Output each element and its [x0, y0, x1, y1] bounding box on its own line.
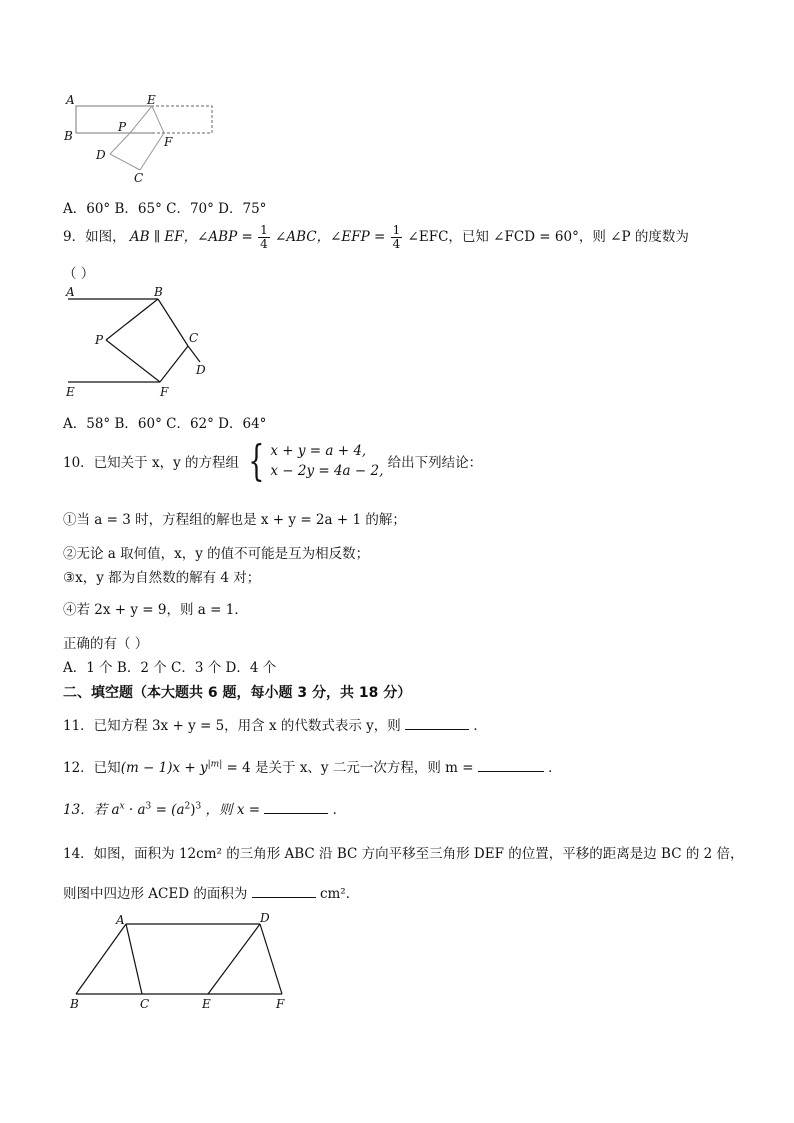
q13-text-c: = (a	[155, 802, 185, 818]
q13-text-b: · a	[128, 802, 146, 818]
q14-label-E: E	[202, 997, 211, 1011]
q8-label-E: E	[147, 93, 156, 107]
q13-end: ．	[332, 802, 347, 818]
q12-sup: |m|	[207, 759, 223, 770]
q14-label-D: D	[260, 911, 270, 925]
q13-text-d: )	[190, 802, 196, 818]
q14-label-B: B	[70, 997, 79, 1011]
q10-eq1: x + y = a + 4,	[270, 443, 367, 459]
q8-label-A: A	[66, 93, 75, 107]
q12-text-c: = 4 是关于 x、y 二元一次方程，则 m =	[226, 760, 474, 776]
q9-options: A．58° B．60° C．62° D．64°	[63, 416, 267, 432]
q11	[63, 714, 487, 734]
q13-sup2: 3	[145, 801, 152, 812]
q9-frac2-num: 1	[392, 223, 401, 237]
q8-figure	[60, 92, 220, 184]
q10-intro: 10．已知关于 x，y 的方程组	[63, 455, 240, 471]
q9-label-A: A	[66, 285, 75, 299]
q12-text-b: (m − 1)x + y	[120, 760, 208, 776]
q12-text-a: 12．已知	[63, 760, 121, 776]
q10-statement-2: ②无论 a 取何值，x，y 的值不可能是互为相反数；	[63, 546, 370, 562]
q14-figure	[64, 908, 300, 1012]
q14-label-A: A	[116, 913, 125, 927]
q13	[63, 798, 346, 818]
q11-text: 11．已知方程 3x + y = 5，用含 x 的代数式表示 y，则	[63, 718, 401, 734]
q13-text-e: ，则 x =	[205, 802, 261, 818]
q11-end: ．	[473, 718, 487, 734]
q11-answer-blank[interactable]	[405, 717, 469, 730]
q8-label-D: D	[96, 148, 106, 162]
q10-brace-icon: {	[248, 436, 265, 485]
q9-label-P: P	[95, 333, 104, 347]
q12-answer-blank[interactable]	[478, 759, 544, 772]
q9-answer-paren: （ ）	[63, 266, 95, 282]
q9-cond1b: ∠ABC，∠EFP =	[275, 229, 386, 245]
q9-fraction-1	[258, 224, 270, 251]
q14-line-2	[63, 882, 359, 902]
q10-statement-4: ④若 2x + y = 9，则 a = 1．	[63, 602, 248, 618]
q10-prompt: 正确的有（ ）	[63, 636, 149, 652]
q12-end: ．	[548, 760, 562, 776]
q12	[63, 756, 562, 776]
q9-label-D: D	[196, 363, 206, 377]
q9-label-E: E	[66, 385, 75, 399]
q14-line-2a: 则图中四边形 ACED 的面积为	[63, 886, 248, 902]
section-2-heading: 二、填空题（本大题共 6 题，每小题 3 分，共 18 分）	[63, 685, 412, 701]
q9-stem	[63, 224, 689, 251]
q9-label-B: B	[154, 285, 163, 299]
q9-frac2-den: 4	[392, 237, 401, 251]
q10-intro-b: 给出下列结论：	[387, 455, 483, 471]
q8-label-B: B	[64, 129, 73, 143]
q13-sup1: x	[119, 801, 125, 812]
q10-statement-1: ①当 a = 3 时，方程组的解也是 x + y = 2a + 1 的解；	[63, 512, 406, 528]
q9-figure	[60, 284, 220, 402]
q10-statement-3: ③x，y 都为自然数的解有 4 对；	[63, 570, 261, 586]
q9-cond2b: ∠EFC，已知 ∠FCD = 60°，则 ∠P 的度数为	[407, 229, 689, 245]
q13-sup3: 2	[184, 801, 191, 812]
q13-sup4: 3	[195, 801, 202, 812]
q13-answer-blank[interactable]	[264, 801, 328, 814]
q8-dashed-rect	[76, 106, 212, 133]
q9-cond1: AB ∥ EF，∠ABP =	[129, 229, 253, 245]
q14-label-F: F	[276, 997, 285, 1011]
q10-eq2: x − 2y = 4a − 2,	[270, 463, 384, 479]
q8-label-F: F	[164, 135, 173, 149]
q9-label-F: F	[160, 385, 169, 399]
q9-label-C: C	[189, 331, 199, 345]
q10-options: A．1 个 B．2 个 C．3 个 D．4 个	[63, 660, 277, 676]
q14-answer-blank[interactable]	[252, 885, 316, 898]
q14-line-2b: cm²．	[319, 886, 360, 902]
q9-frac1-den: 4	[260, 237, 268, 251]
q8-options: A．60° B．65° C．70° D．75°	[63, 201, 267, 217]
q14-label-C: C	[140, 997, 150, 1011]
q9-number: 9．如图，	[63, 229, 126, 245]
q13-text-a: 13．若 a	[63, 802, 120, 818]
q10-stem	[63, 436, 483, 485]
q14-line-1: 14．如图，面积为 12cm² 的三角形 ABC 沿 BC 方向平移至三角形 DEF 的位置，平移的距离是边 BC 的 2 倍，	[63, 846, 744, 862]
q10-equation-system	[243, 436, 384, 485]
q8-label-P: P	[118, 120, 127, 134]
q9-fraction-2	[391, 224, 403, 251]
q9-frac1-num: 1	[260, 223, 268, 237]
q8-label-C: C	[134, 171, 144, 184]
